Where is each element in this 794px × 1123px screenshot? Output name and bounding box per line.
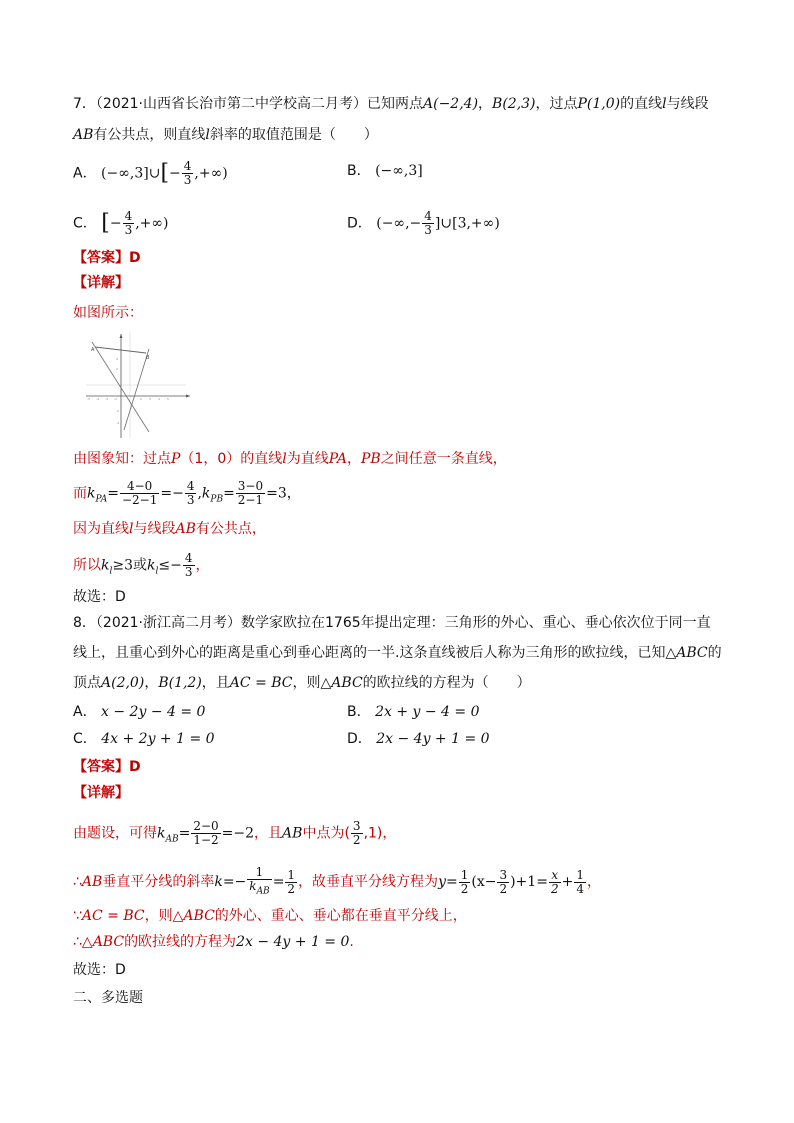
frac-den: 2 (287, 881, 296, 896)
q7-source: （2021·山西省长治市第二中学校高二月考） (95, 96, 367, 112)
frac-den: 1−2 (193, 833, 219, 847)
exp3-l: l (129, 521, 134, 537)
q8-detail-heading: 【详解】 (73, 785, 129, 801)
q8-line3-a: 顶点 (73, 675, 101, 691)
frac-den: 2 (352, 833, 361, 847)
frac-den: 2 (499, 881, 508, 896)
exp2-eq: =− (160, 485, 184, 502)
frac-num: 1 (247, 866, 271, 880)
figure-x-arrow (186, 395, 190, 398)
q7-option-c-label: C． (73, 215, 97, 232)
q7-option-c (73, 210, 169, 237)
s2-a: ∴ (73, 874, 82, 891)
q7-option-a-part2: ,+∞) (194, 165, 228, 182)
q8-line2-tail: 的 (707, 645, 722, 661)
q7-option-a-bracket: [ (160, 160, 170, 186)
q7-stem-d: 与线段 (666, 96, 709, 112)
exp3-a: 因为直线 (73, 521, 129, 537)
s3-abc: ABC (183, 908, 215, 924)
q7-option-c-minus: − (109, 215, 122, 232)
q7-option-b (347, 160, 423, 182)
q7-line2 (73, 124, 378, 146)
section-heading: 二、多选题 (73, 990, 143, 1006)
frac-den (247, 880, 271, 898)
q7-segment-ab: AB (73, 127, 94, 143)
q8-line2-abc: ABC (676, 645, 708, 661)
q8-line3 (73, 672, 531, 694)
s2-eq: = (272, 874, 285, 891)
frac-den: 4 (576, 881, 584, 896)
line-pa (92, 342, 149, 432)
exp2-frac2 (236, 480, 265, 507)
exp2-eq2: = (223, 485, 235, 502)
frac-den-k: k (249, 879, 257, 893)
exp2-lead: 而 (73, 485, 87, 502)
svg-text:2: 2 (140, 397, 142, 401)
frac-num: 3 (499, 867, 508, 882)
q7-point-a: A(−2,4) (423, 96, 479, 112)
q7-line1 (73, 93, 709, 115)
s2-ab: AB (81, 874, 103, 891)
exp2-s2: PB (210, 494, 224, 505)
q7-number: 7． (73, 96, 96, 112)
q8-conclude: 故选：D (73, 962, 126, 978)
q8-option-a-text: x − 2y − 4 = 0 (101, 704, 206, 720)
q8-condition: AC = BC (229, 675, 293, 691)
q7-option-a-fraction (182, 160, 194, 187)
q8-number: 8． (73, 615, 96, 631)
q8-option-c-label: C． (73, 731, 97, 747)
exp4-s: l (109, 566, 113, 577)
s2-e: = (445, 874, 458, 891)
s2-b: 垂直平分线的斜率 (102, 874, 215, 891)
q8-line2-text: 线上，且重心到外心的距离是重心到垂心距离的一半.这条直线被后人称为三角形的欧拉线，已知△ (73, 645, 677, 661)
s2-frac4 (497, 869, 509, 896)
frac-num: 1 (287, 867, 296, 882)
frac-num: 3 (352, 819, 361, 833)
exp4-c: ≤− (158, 557, 182, 574)
q8-line1-text: 数学家欧拉在1765年提出定理：三角形的外心、重心、垂心依次位于同一直 (241, 615, 711, 631)
q7-option-a-minus: − (169, 165, 181, 182)
exp1-pa: PA (328, 451, 347, 467)
q7-option-b-label: B． (347, 163, 371, 179)
q8-solution-line3 (73, 905, 467, 927)
s1-d: 中点为( (302, 825, 350, 842)
exp1-pb: PB (360, 451, 381, 467)
exp2-end: =3， (266, 485, 301, 502)
q7-option-c-bracket: [ (101, 210, 110, 236)
s1-e: ,1)， (363, 825, 397, 842)
s4-a: ∴△ (73, 934, 93, 950)
q7-conclude: 故选：D (73, 589, 126, 605)
frac-num: 1 (576, 867, 584, 882)
s1-k: k (157, 825, 166, 842)
s1-frac (191, 820, 220, 847)
frac-den: 3 (124, 223, 133, 237)
frac-den-sub: AB (256, 886, 270, 897)
frac-num: 3−0 (237, 479, 264, 493)
frac-den: 3 (424, 223, 432, 237)
frac-den: 3 (183, 173, 192, 187)
frac-num: 4 (124, 209, 133, 223)
s2-c: =− (222, 874, 247, 891)
exp2-sep: , (197, 485, 202, 502)
q7-detail-heading: 【详解】 (73, 275, 129, 291)
svg-text:4: 4 (158, 397, 160, 401)
s1-ab: AB (282, 825, 303, 842)
q7-explain-line3 (73, 518, 266, 540)
figure-label-a: A (91, 347, 95, 353)
exp4-a: 所以 (73, 557, 101, 574)
exp4-k2: k (147, 557, 156, 574)
q8-option-b (347, 701, 479, 723)
s4-c: . (349, 934, 354, 950)
s2-frac2 (285, 869, 297, 896)
q8-option-c (73, 728, 215, 750)
frac-den: 2 (460, 881, 469, 896)
svg-text:-4: -4 (96, 397, 99, 401)
s4-abc: ABC (92, 934, 125, 950)
q8-source: （2021·浙江高二月考） (95, 615, 242, 631)
q7-line-l: l (662, 96, 667, 112)
exp2-eq1: = (107, 485, 119, 502)
svg-text:2: 2 (116, 367, 118, 371)
exp2-k1: k (87, 485, 96, 502)
exp1-c: 为直线 (286, 451, 329, 467)
s3-c: 的外心、重心、垂心都在垂直平分线上， (214, 908, 467, 924)
q8-line1 (73, 612, 711, 634)
figure-ticks (87, 357, 169, 425)
q7-line2-tail: 斜率的取值范围是（ ） (209, 127, 378, 143)
s2-d: ，故垂直平分线方程为 (298, 874, 439, 891)
exp1-b: （1，0）的直线 (180, 451, 283, 467)
q7-option-a-part1: (−∞,3]∪ (101, 165, 161, 182)
s3-a: ∵ (73, 908, 82, 924)
exp2-k2: k (201, 485, 211, 502)
svg-text:4: 4 (116, 357, 118, 361)
s4-b: 的欧拉线的方程为 (124, 934, 237, 950)
s1-c: ，且 (254, 825, 283, 842)
q7-point-b: B(2,3) (492, 96, 536, 112)
q7-explain-line1 (73, 448, 507, 470)
q7-line2-text: 有公共点，则直线 (93, 127, 206, 143)
frac-num: 4 (424, 209, 432, 223)
s1-a: 由题设，可得 (73, 825, 157, 842)
q8-solution-line1 (73, 820, 396, 850)
q7-option-d-part1: (−∞,− (376, 215, 422, 232)
frac-num: 4 (186, 479, 195, 493)
q8-option-d (347, 728, 490, 750)
s3-cond: AC = BC (81, 908, 145, 924)
frac-den: 3 (184, 565, 193, 579)
exp4-s2: l (155, 566, 159, 577)
exp1-a: 由图象知：过点 (73, 451, 171, 467)
s4-eq: 2x − 4y + 1 = 0 (236, 934, 350, 950)
frac-num: 4 (183, 159, 192, 173)
s2-frac5 (549, 869, 561, 896)
q8-line3-b: ， (144, 675, 159, 691)
exp2-frac1 (120, 480, 159, 507)
exp3-c: 有公共点， (195, 521, 266, 537)
q8-option-b-text: 2x + y − 4 = 0 (375, 704, 480, 720)
s2-y: y (438, 874, 446, 891)
s2-frac3 (459, 869, 471, 896)
exp3-ab: AB (175, 521, 196, 537)
q7-stem-b: ，过点 (535, 96, 578, 112)
q8-option-d-label: D． (347, 731, 372, 747)
frac-num: 4 (184, 551, 193, 565)
s2-frac6 (574, 869, 586, 896)
s2-i: ， (586, 874, 601, 891)
q7-explain-line4 (73, 552, 210, 582)
svg-text:-2: -2 (116, 409, 119, 413)
s1-eq: = (178, 825, 191, 842)
s1-b: =−2 (221, 825, 255, 842)
q7-answer: 【答案】D (73, 250, 141, 266)
exp4-b: ≥3或 (112, 557, 148, 574)
q8-line3-d: ，则△ (292, 675, 332, 691)
q7-option-c-fraction (123, 210, 135, 237)
exp4-k: k (101, 557, 110, 574)
q8-option-a (73, 701, 205, 723)
s2-f: (x− (471, 874, 497, 891)
q7-option-d (347, 210, 500, 237)
q8-option-c-text: 4x + 2y + 1 = 0 (101, 731, 215, 747)
frac-num: x (549, 869, 561, 883)
q7-option-c-part2: ,+∞) (135, 215, 169, 232)
frac-num: 4−0 (120, 480, 159, 494)
q8-line3-c: ，且 (201, 675, 230, 691)
s1-mid-frac (351, 820, 363, 847)
q7-option-d-fraction (422, 210, 434, 237)
q8-option-b-label: B． (347, 704, 371, 720)
line-pb (124, 349, 149, 430)
svg-text:-2: -2 (114, 397, 117, 401)
exp4-end: ， (195, 557, 210, 574)
q7-option-d-label: D． (347, 215, 372, 232)
svg-text:3: 3 (149, 397, 151, 401)
q7-line2-l: l (205, 127, 210, 143)
exp1-sep: ， (346, 451, 361, 467)
frac-den: 3 (186, 493, 195, 507)
q7-stem-c: 的直线 (620, 96, 663, 112)
q8-solution-line2 (73, 866, 601, 898)
frac-den: 2 (550, 881, 559, 896)
q8-option-a-label: A． (73, 704, 97, 720)
q7-point-p: P(1,0) (577, 96, 621, 112)
exp2-frac-43 (185, 480, 197, 507)
q8-answer: 【答案】D (73, 759, 141, 775)
q7-stem-a: 已知两点 (367, 96, 423, 112)
exp1-d: 之间任意一条直线， (380, 451, 507, 467)
figure-y-arrow (120, 334, 123, 338)
q7-option-a (73, 160, 228, 187)
q8-point-a: A(2,0) (101, 675, 145, 691)
s3-b: ，则△ (144, 908, 184, 924)
s2-frac1 (247, 866, 271, 898)
q7-option-a-label: A． (73, 165, 97, 182)
exp1-l: l (282, 451, 287, 467)
q8-line2 (73, 642, 722, 664)
s2-h: + (561, 874, 574, 891)
s1-sub: AB (165, 834, 179, 845)
exp3-b: 与线段 (133, 521, 176, 537)
svg-text:-4: -4 (116, 421, 119, 425)
q8-line3-abc: ABC (331, 675, 363, 691)
q8-line3-e: 的欧拉线的方程为（ ） (362, 675, 531, 691)
s2-g: )+1= (510, 874, 548, 891)
figure-label-b: B (146, 355, 150, 361)
svg-text:5: 5 (167, 397, 169, 401)
q7-figure (86, 330, 192, 440)
svg-text:-3: -3 (105, 397, 108, 401)
exp2-s1: PA (95, 494, 108, 505)
q7-option-b-text: (−∞,3] (375, 163, 423, 179)
svg-text:-5: -5 (87, 397, 90, 401)
q8-point-b: B(1,2) (158, 675, 202, 691)
s2-k: k (214, 874, 223, 891)
q7-comma: ， (478, 96, 493, 112)
exp4-frac (183, 552, 195, 579)
segment-ab (95, 347, 146, 353)
q8-option-d-text: 2x − 4y + 1 = 0 (376, 731, 490, 747)
q7-option-d-part2: ]∪[3,+∞) (434, 215, 500, 232)
q7-as-shown: 如图所示： (73, 305, 143, 321)
frac-num: 2−0 (193, 819, 219, 833)
frac-num: 1 (460, 867, 469, 882)
frac-den: 2−1 (237, 493, 264, 507)
frac-den: −2−1 (121, 493, 158, 507)
q7-explain-line2 (73, 480, 301, 510)
exp1-p: P (171, 451, 181, 467)
q8-solution-line4 (73, 931, 354, 953)
